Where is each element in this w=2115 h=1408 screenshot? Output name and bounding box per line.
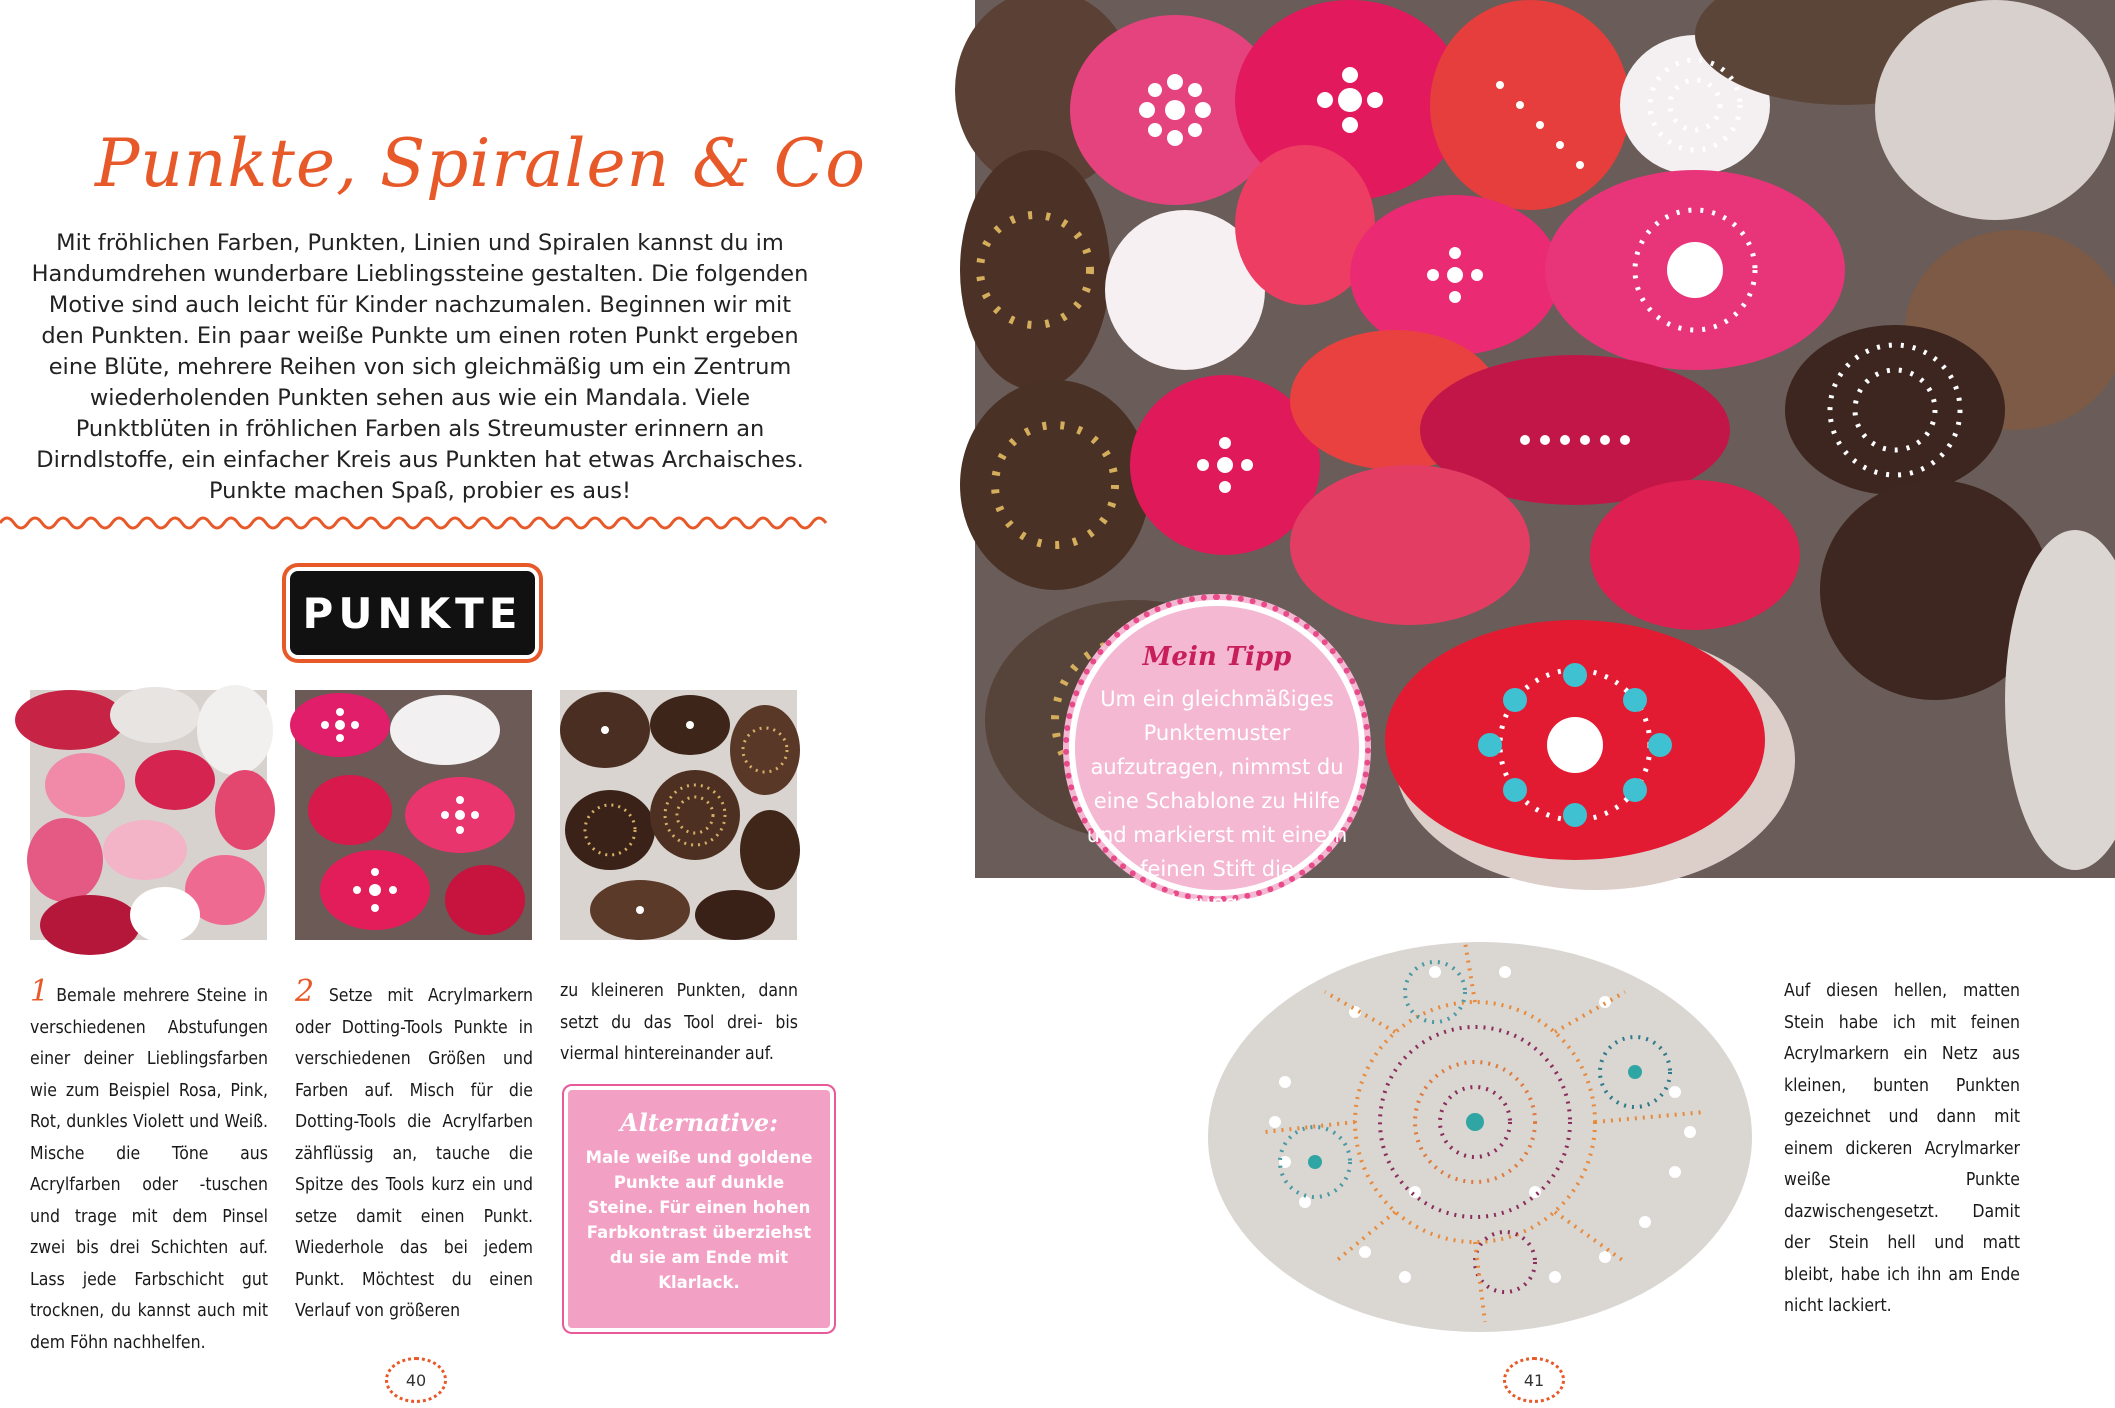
section-badge <box>290 571 535 655</box>
step-2-continued <box>560 976 798 1071</box>
tip-title: Mein Tipp <box>1142 642 1292 672</box>
step-2-text: Setze mit Acrylmarkern oder Dotting-Tools Punkte in verschiedenen Größen und Farben auf. Misch für die Dotting-Tools die Acrylfarben zähflüssig an, tauche die Spitze des Tools kurz ein und setze damit einen Punkt. Wiederhole das bei jedem Punkt. Möchtest du einen Verlauf von größeren <box>295 986 533 1321</box>
wavy-divider <box>0 508 830 538</box>
right-caption-text: Auf diesen hellen, matten Stein habe ich mit feinen Acrylmarkern ein Netz aus kleinen, bunten Punkten gezeichnet und dann mit einem dickeren Acrylmarker weiße Punkte dazwischengesetzt. Damit der Stein hell und matt bleibt, habe ich ihn am Ende nicht lackiert. <box>1784 981 2020 1316</box>
intro-text: Mit fröhlichen Farben, Punkten, Linien und Spiralen kannst du im Handumdrehen wunderbare Lieblingssteine gestalten. Die folgenden Motive sind auch leicht für Kinder nachzumalen. Beginnen wir mit den Punkten. Ein paar weiße Punkte um einen roten Punkt ergeben eine Blüte, mehrere Reihen von sich gleichmäßig um ein Zentrum wiederholenden Punkten sehen aus wie ein Mandala. Viele Punktblüten in fröhlichen Farben als Streumuster erinnern an Dirndlstoffe, ein einfacher Kreis aus Punkten hat etwas Archaisches. Punkte machen Spaß, probier es aus! <box>31 230 809 504</box>
section-label: PUNKTE <box>302 588 523 638</box>
page-number-right: 41 <box>1503 1357 1565 1403</box>
photo-dotted-stones-dark <box>560 690 797 940</box>
step-1-text: Bemale mehrere Steine in verschiedenen Abstufungen einer deiner Lieblingsfarben wie zum Beispiel Rosa, Pink, Rot, dunkles Violett und Weiß. Mische die Töne aus Acrylfarben oder -tuschen und trage mit dem Pinsel zwei bis drei Schichten auf. Lass jede Farbschicht gut trocknen, du kannst auch mit dem Föhn nachhelfen. <box>30 986 268 1353</box>
right-caption <box>1784 976 2020 1323</box>
alternative-text: Male weiße und goldene Punkte auf dunkle Steine. Für einen hohen Farbkontrast überziehst du sie am Ende mit Klarlack. <box>585 1148 813 1292</box>
tip-text: Um ein gleichmäßiges Punktemuster aufzutragen, nimmst du eine Schablone zu Hilfe und markierst mit einem feinen Stift die Orientierungspunkte. <box>1086 687 1348 915</box>
intro-paragraph <box>30 228 810 507</box>
step-1-number: 1 <box>30 974 50 1009</box>
step-1 <box>30 976 268 1359</box>
alternative-box <box>568 1090 830 1328</box>
page-number-left: 40 <box>385 1357 447 1403</box>
photo-white-mandala-stone <box>1205 932 1765 1352</box>
step-2-number: 2 <box>295 974 315 1009</box>
step-2-continued-text: zu kleineren Punkten, dann setzt du das Tool drei- bis viermal hintereinander auf. <box>560 981 798 1064</box>
alternative-title: Alternative: <box>619 1108 778 1137</box>
tip-circle <box>1063 594 1371 915</box>
step-2 <box>295 976 533 1328</box>
photo-painted-stones-pink <box>30 690 267 940</box>
page-title: Punkte, Spiralen & Co <box>95 125 867 202</box>
photo-dotted-stones-pink <box>295 690 532 940</box>
